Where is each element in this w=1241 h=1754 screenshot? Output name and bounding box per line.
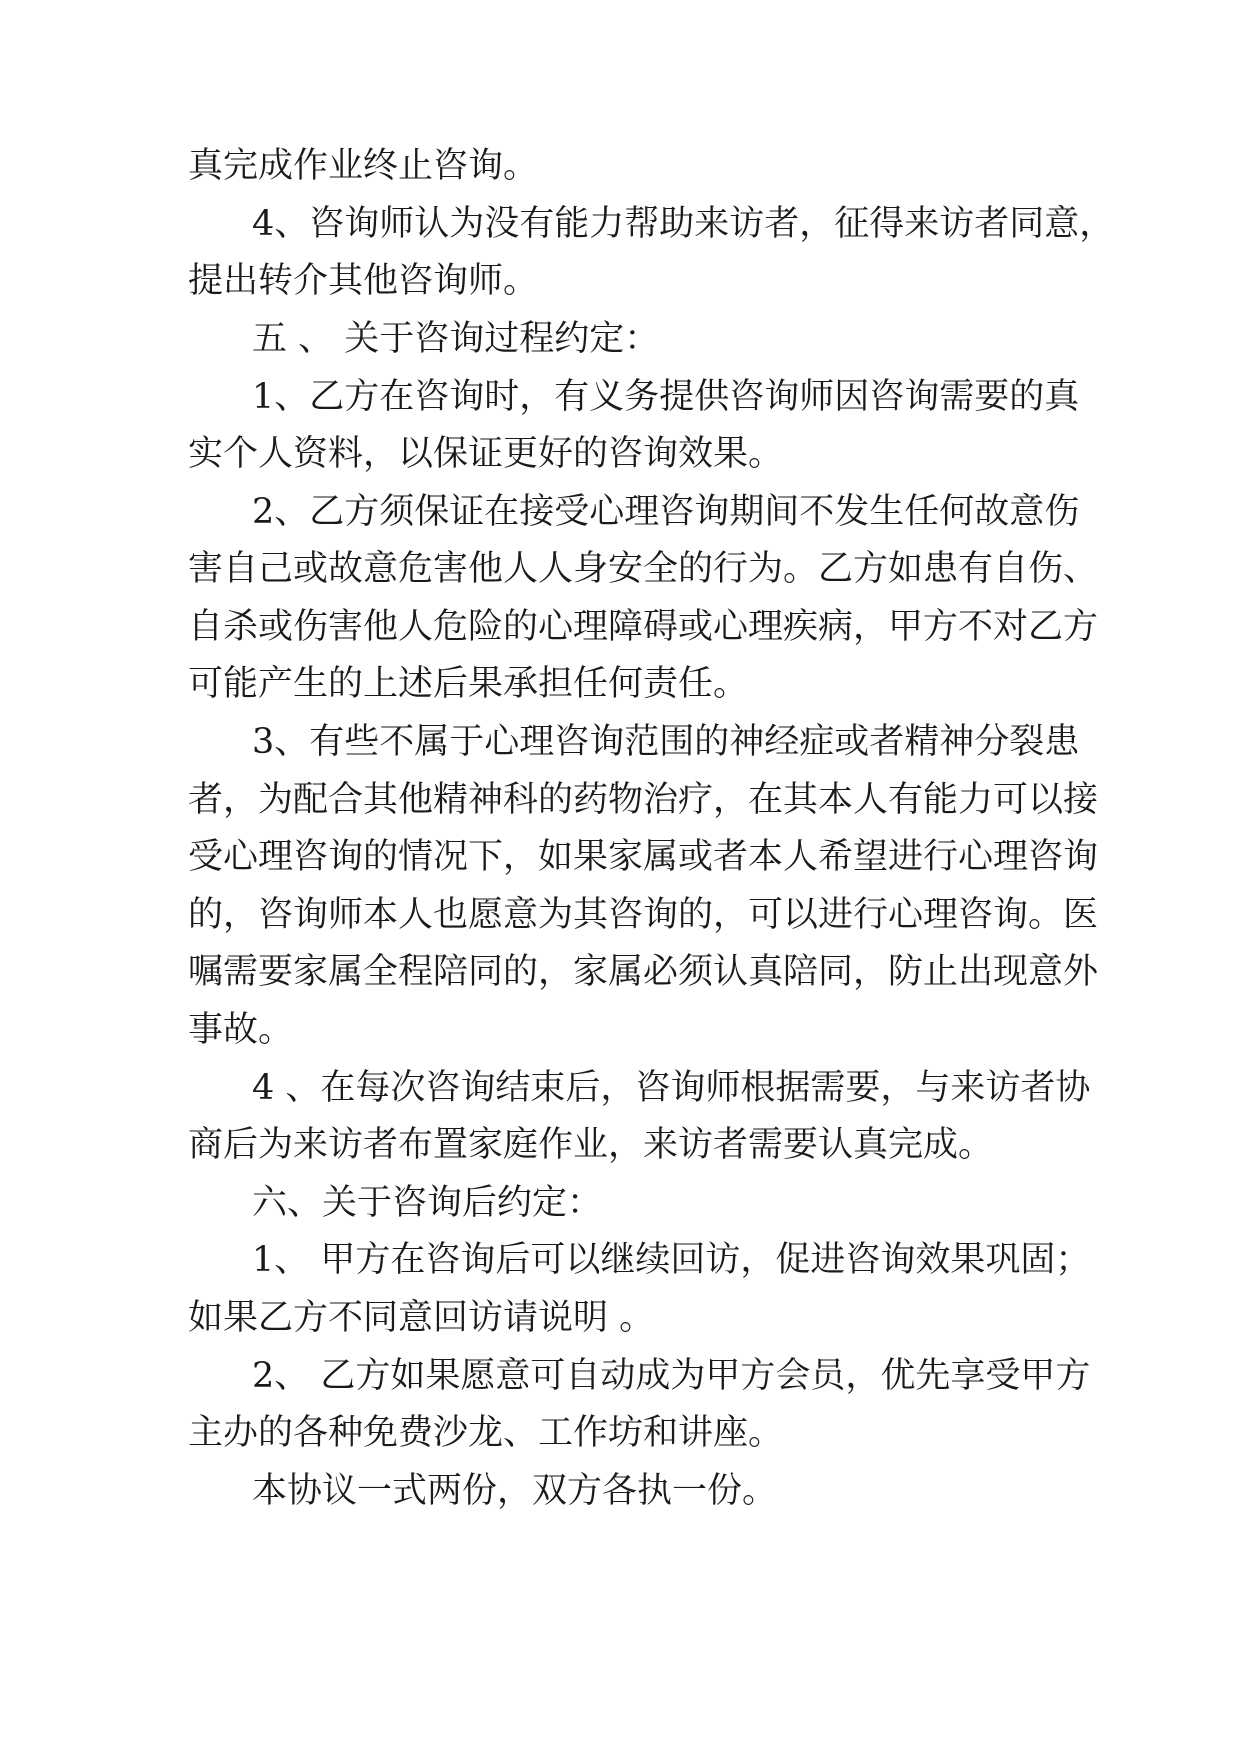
text-line: 1、 甲方在咨询后可以继续回访，促进咨询效果巩固；: [252, 1240, 1091, 1280]
text-line: 嘱需要家属全程陪同的，家属必须认真陪同，防止出现意外: [188, 952, 1099, 992]
text-line: 2、 乙方如果愿意可自动成为甲方会员，优先享受甲方: [252, 1356, 1091, 1396]
text-line: 可能产生的上述后果承担任何责任。: [188, 664, 749, 704]
text-line: 主办的各种免费沙龙、工作坊和讲座。: [188, 1413, 784, 1453]
text-line: 害自己或故意危害他人人身安全的行为。乙方如患有自伤、: [188, 549, 1099, 589]
text-line: 受心理咨询的情况下，如果家属或者本人希望进行心理咨询: [188, 837, 1099, 877]
text-line: 的，咨询师本人也愿意为其咨询的，可以进行心理咨询。医: [188, 895, 1099, 935]
text-line: 3、有些不属于心理咨询范围的神经症或者精神分裂患: [252, 722, 1080, 762]
section-heading: 五 、 关于咨询过程约定：: [252, 319, 660, 359]
text-line: 如果乙方不同意回访请说明 。: [188, 1298, 655, 1338]
text-line: 4、咨询师认为没有能力帮助来访者，征得来访者同意，: [252, 204, 1115, 244]
text-line: 事故。: [188, 1010, 294, 1050]
text-line: 1、乙方在咨询时，有义务提供咨询师因咨询需要的真: [252, 377, 1080, 417]
text-line: 者，为配合其他精神科的药物治疗，在其本人有能力可以接: [188, 780, 1099, 820]
text-line: 商后为来访者布置家庭作业，来访者需要认真完成。: [188, 1125, 994, 1165]
text-line: 提出转介其他咨询师。: [188, 261, 539, 301]
text-line: 2、乙方须保证在接受心理咨询期间不发生任何故意伤: [252, 492, 1080, 532]
closing-line: 本协议一式两份，双方各执一份。: [252, 1471, 778, 1511]
text-line: 真完成作业终止咨询。: [188, 146, 539, 186]
text-line: 4 、在每次咨询结束后，咨询师根据需要，与来访者协: [252, 1068, 1091, 1108]
text-line: 自杀或伤害他人危险的心理障碍或心理疾病，甲方不对乙方: [188, 607, 1099, 647]
text-line: 实个人资料，以保证更好的咨询效果。: [188, 434, 784, 474]
section-heading: 六、关于咨询后约定：: [252, 1183, 603, 1223]
